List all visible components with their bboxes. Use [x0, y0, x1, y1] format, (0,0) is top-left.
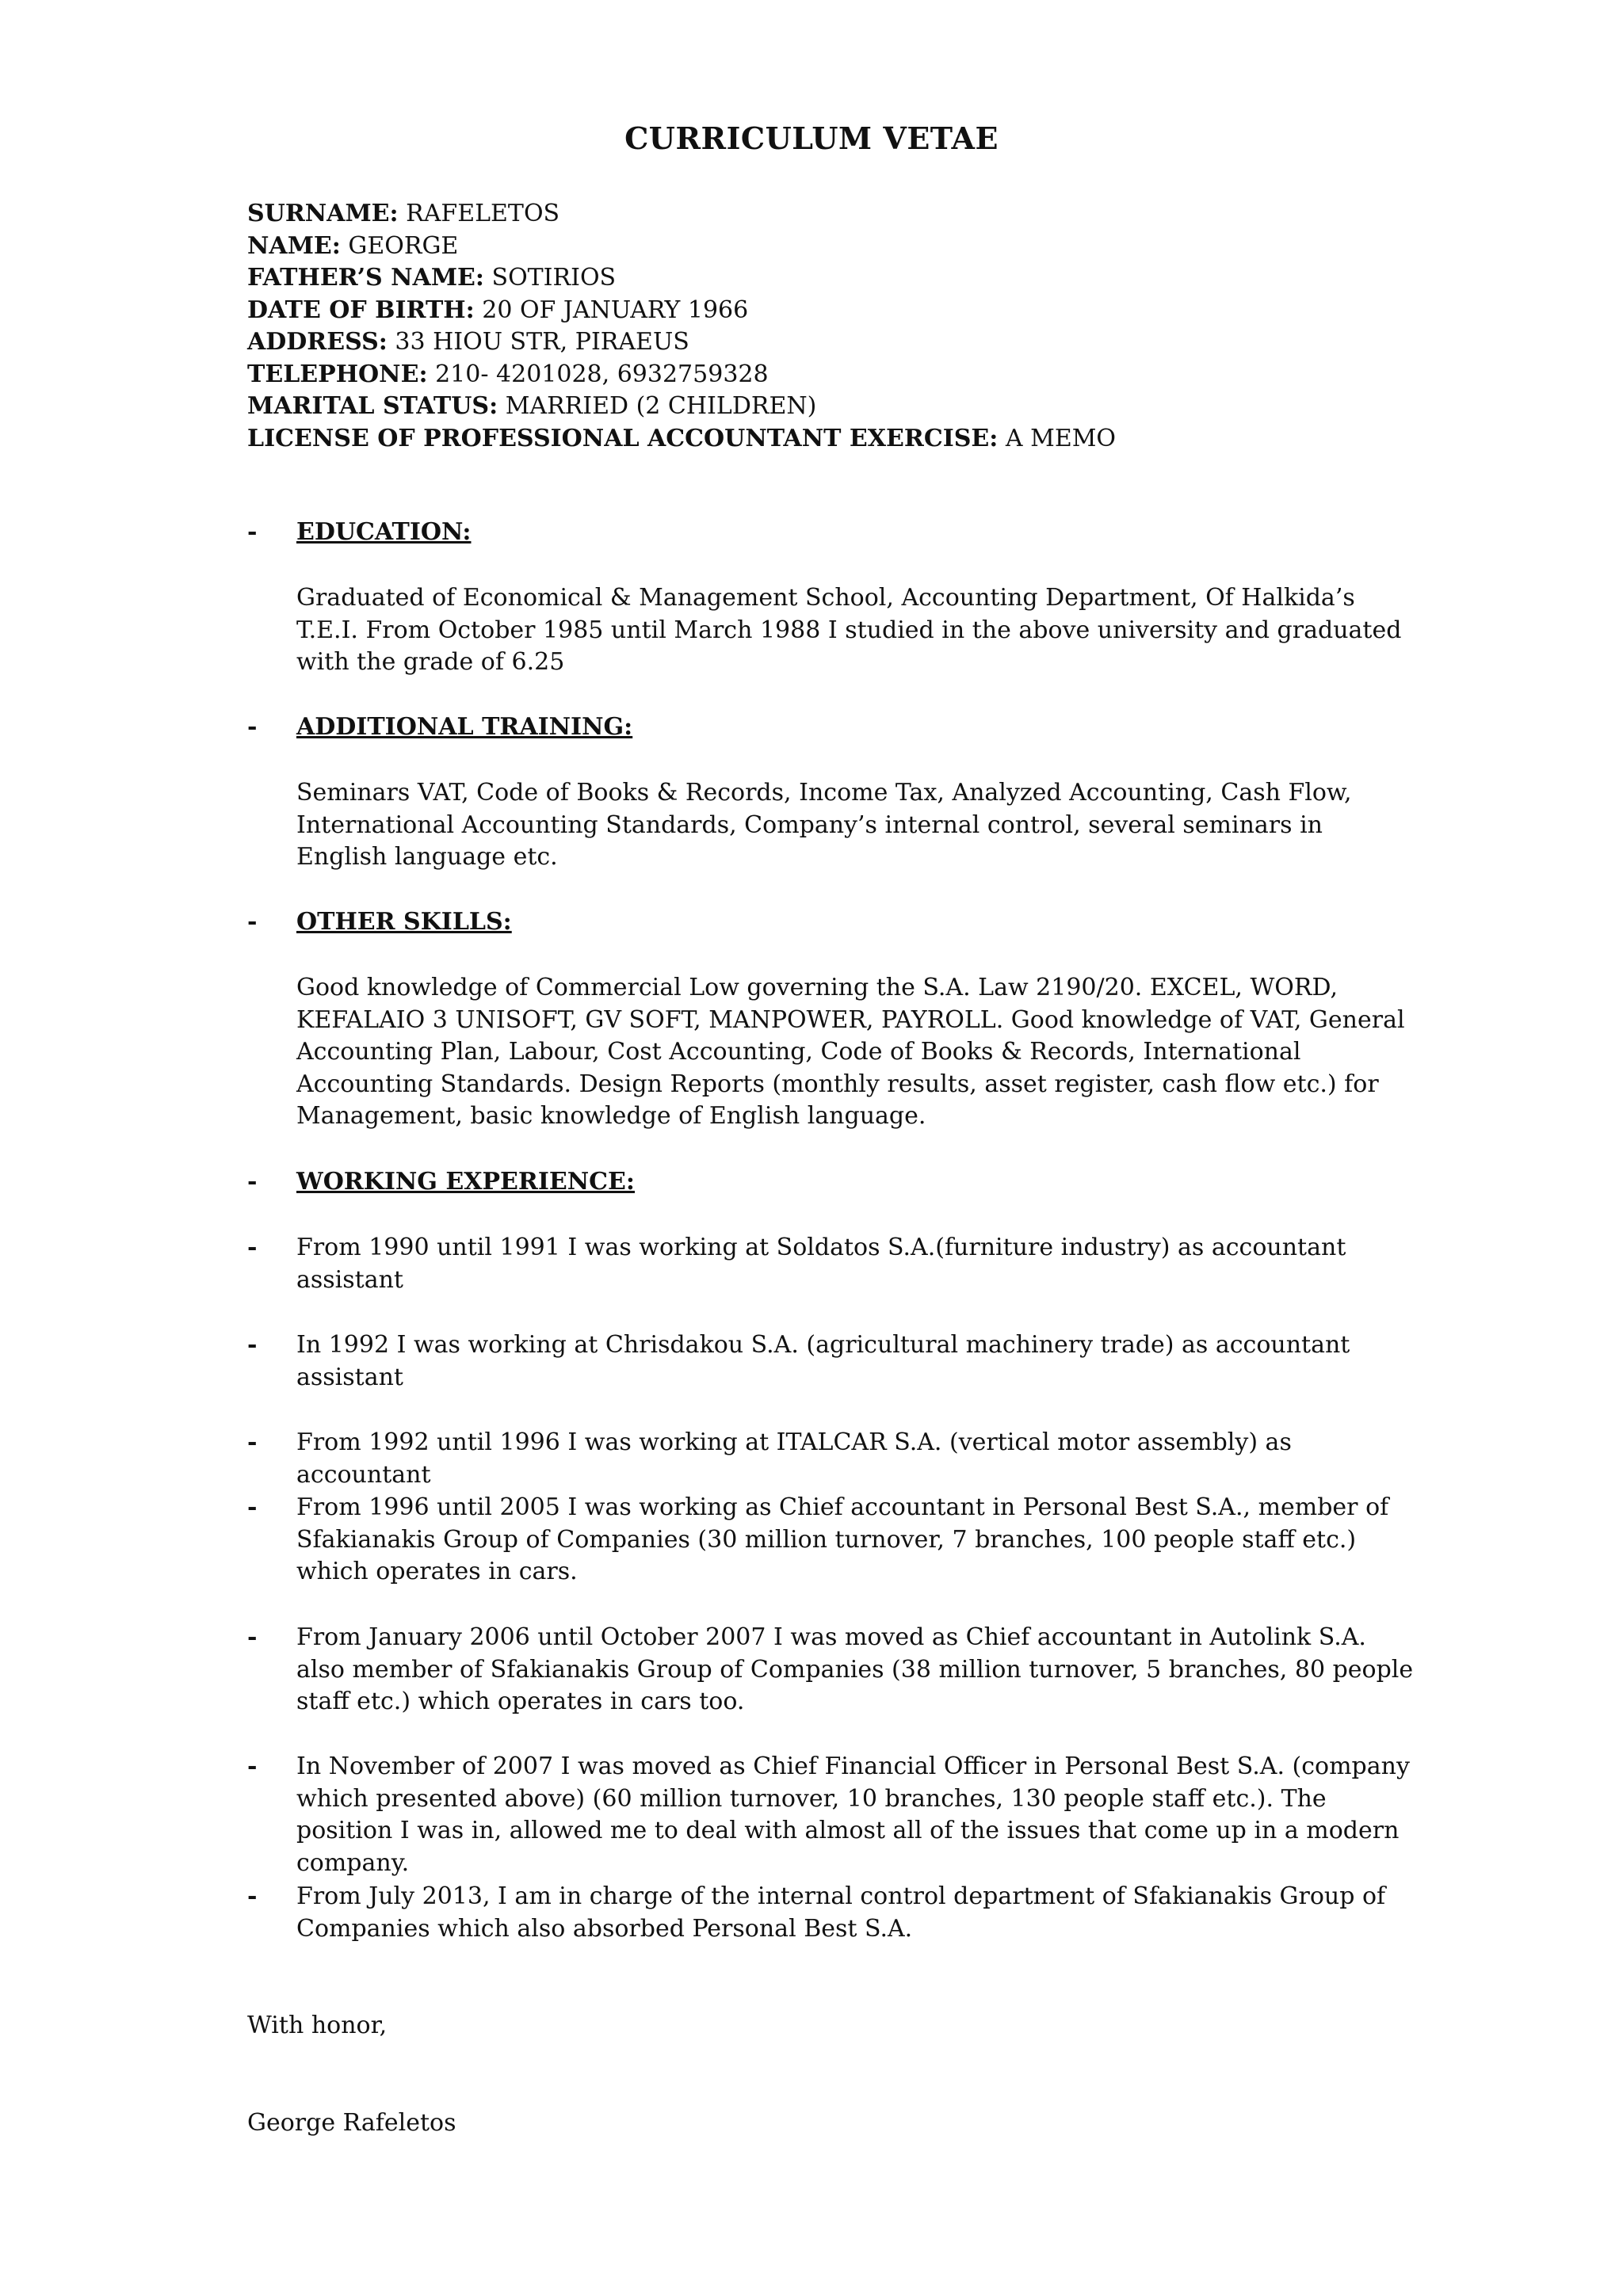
- skills-heading: OTHER SKILLS:: [296, 908, 512, 936]
- education-heading: EDUCATION:: [296, 518, 472, 546]
- training-body: [247, 777, 1404, 874]
- field-value: 20 OF JANUARY 1966: [474, 296, 749, 324]
- field-label: NAME:: [247, 231, 341, 260]
- document-title: CURRICULUM VETAE: [624, 120, 999, 156]
- experience-item: [247, 1751, 1410, 1879]
- bullet-dash: -: [247, 1234, 258, 1261]
- training-text: Seminars VAT, Code of Books & Records, Income Tax, Analyzed Accounting, Cash Flow, International Accounting Standards, Company’s internal control, several seminars in English language etc.: [296, 779, 1352, 871]
- field-label: LICENSE OF PROFESSIONAL ACCOUNTANT EXERCISE:: [247, 424, 999, 452]
- field-label: SURNAME:: [247, 200, 399, 227]
- experience-text: From 1996 until 2005 I was working as Chief accountant in Personal Best S.A., member of Sfakianakis Group of Companies (30 million turnover, 7 branches, 100 people staff etc.) which operates in cars.: [296, 1493, 1389, 1585]
- experience-heading: WORKING EXPERIENCE:: [296, 1168, 635, 1196]
- field-label: DATE OF BIRTH:: [247, 296, 475, 324]
- bullet-dash: -: [247, 1753, 258, 1780]
- bullet-dash: -: [247, 1428, 258, 1456]
- experience-item: [247, 1622, 1414, 1718]
- bullet-dash: -: [247, 908, 258, 936]
- skills-section: [247, 906, 1404, 939]
- signature-name: George Rafeletos: [247, 2109, 456, 2137]
- bullet-dash: -: [247, 1882, 258, 1910]
- experience-text: From 1992 until 1996 I was working at ITALCAR S.A. (vertical motor assembly) as accountant: [296, 1428, 1292, 1489]
- bullet-dash: -: [247, 1331, 258, 1359]
- experience-item: [247, 1329, 1404, 1394]
- bullet-dash: -: [247, 518, 258, 546]
- experience-item: [247, 1492, 1404, 1589]
- education-body: [247, 582, 1404, 679]
- skills-text: Good knowledge of Commercial Low governing the S.A. Law 2190/20. EXCEL, WORD, KEFALAIO 3 UNISOFT, GV SOFT, MANPOWER, PAYROLL. Good knowledge of VAT, General Accounting Plan, Labour, Cost Accounting, Code of Books & Records, International Accounting Standards. Design Reports (monthly results, asset register, cash flow etc.) for Management, basic knowledge of English language.: [296, 974, 1405, 1130]
- field-value: GEORGE: [340, 231, 459, 260]
- experience-item: [247, 1427, 1404, 1491]
- field-value: RAFELETOS: [398, 200, 560, 227]
- education-text: Graduated of Economical & Management School, Accounting Department, Of Halkida’s T.E.I. From October 1985 until March 1988 I studied in the above university and graduated with the grade of 6.25: [296, 584, 1402, 676]
- experience-item: [247, 1232, 1404, 1296]
- personal-row-name: [247, 231, 1515, 263]
- training-heading: ADDITIONAL TRAINING:: [296, 713, 633, 741]
- training-section: [247, 711, 1404, 744]
- experience-text: From January 2006 until October 2007 I was moved as Chief accountant in Autolink S.A. also member of Sfakianakis Group of Companies (38 million turnover, 5 branches, 80 people staff etc.) which operates in cars too.: [296, 1623, 1414, 1715]
- personal-row-marital-status: [247, 391, 1515, 423]
- personal-details: [247, 198, 1515, 455]
- field-value: MARRIED (2 CHILDREN): [498, 392, 817, 420]
- experience-text: From July 2013, I am in charge of the internal control department of Sfakianakis Group of Companies which also absorbed Personal Best S.A.: [296, 1882, 1386, 1943]
- bullet-dash: -: [247, 1168, 258, 1196]
- personal-row-surname: [247, 198, 1515, 231]
- experience-item: [247, 1881, 1404, 1945]
- personal-row-license: [247, 423, 1515, 456]
- field-value: 33 HIOU STR, PIRAEUS: [387, 328, 689, 356]
- skills-body: [247, 972, 1404, 1133]
- experience-section: [247, 1166, 1404, 1199]
- personal-row-fathers-name: [247, 262, 1515, 295]
- field-label: ADDRESS:: [247, 328, 388, 356]
- education-section: [247, 517, 1404, 549]
- bullet-dash: -: [247, 713, 258, 741]
- experience-text: From 1990 until 1991 I was working at Soldatos S.A.(furniture industry) as accountant assistant: [296, 1234, 1346, 1294]
- personal-row-address: [247, 326, 1515, 359]
- closing-line: With honor,: [247, 2012, 388, 2039]
- personal-row-date-of-birth: [247, 295, 1515, 327]
- bullet-dash: -: [247, 1493, 258, 1521]
- experience-text: In November of 2007 I was moved as Chief Financial Officer in Personal Best S.A. (company which presented above) (60 million turnover, 10 branches, 130 people staff etc.). The position I was in, allowed me to deal with almost all of the issues that come up in a modern company.: [296, 1753, 1410, 1877]
- bullet-dash: -: [247, 1623, 258, 1651]
- field-value: SOTIRIOS: [483, 264, 617, 292]
- field-value: A MEMO: [998, 424, 1117, 452]
- personal-row-telephone: [247, 359, 1515, 391]
- field-label: TELEPHONE:: [247, 360, 428, 388]
- field-label: MARITAL STATUS:: [247, 392, 498, 420]
- field-label: FATHER’S NAME:: [247, 264, 484, 292]
- field-value: 210- 4201028, 6932759328: [427, 360, 769, 388]
- experience-text: In 1992 I was working at Chrisdakou S.A. (agricultural machinery trade) as accountant assistant: [296, 1331, 1350, 1391]
